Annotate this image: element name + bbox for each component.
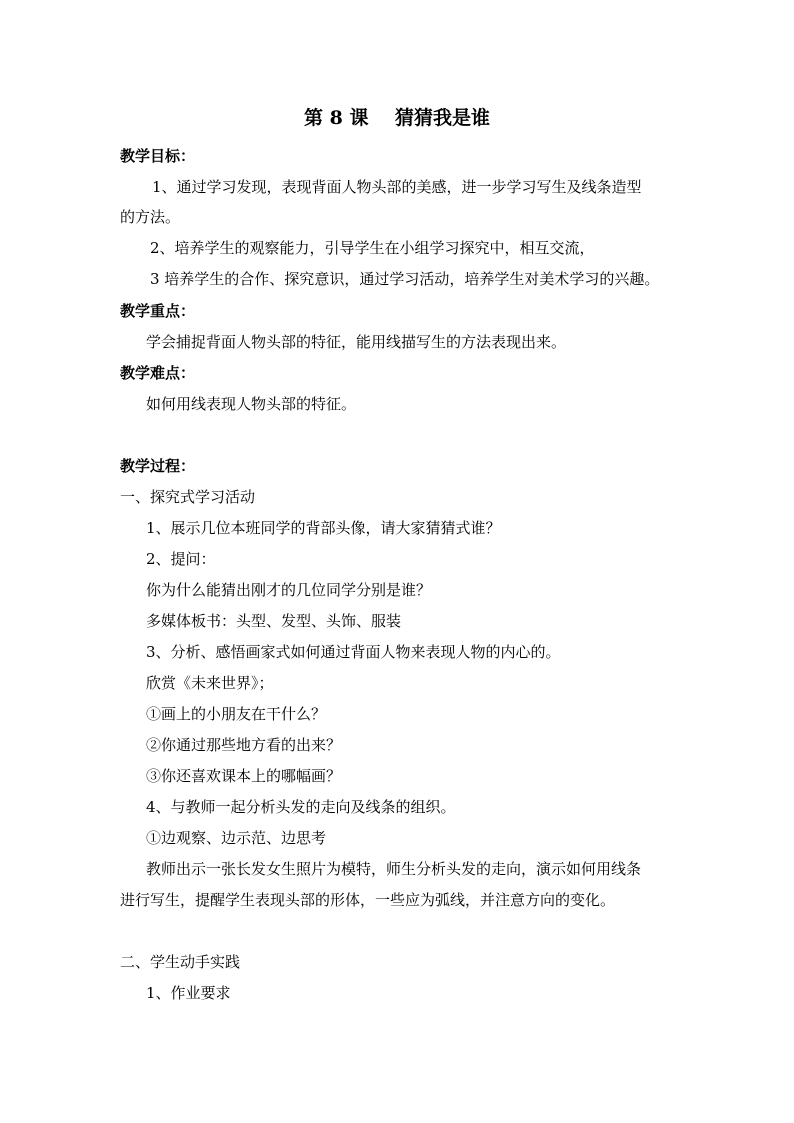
section-1-item-1: 1、展示几位本班同学的背部头像，请大家猜猜式谁？	[146, 519, 501, 537]
objectives-heading: 教学目标：	[120, 147, 196, 165]
section-1-item-4: 4、与教师一起分析头发的走向及线条的组织。	[146, 798, 456, 816]
section-1-q1: ①画上的小朋友在干什么？	[146, 705, 327, 723]
section-1-q3: ③你还喜欢课本上的哪幅画？	[146, 767, 342, 785]
section-1-heading: 一、探究式学习活动	[120, 488, 256, 506]
objective-3: 3 培养学生的合作、探究意识，通过学习活动，培养学生对美术学习的兴趣。	[150, 270, 660, 288]
section-1-item-2: 2、提问：	[146, 550, 216, 568]
key-point-text: 学会捕捉背面人物头部的特征，能用线描写生的方法表现出来。	[146, 333, 567, 351]
process-heading: 教学过程：	[120, 457, 196, 475]
section-1-board: 多媒体板书：头型、发型、头饰、服装	[146, 612, 402, 630]
section-1-item-3: 3、分析、感悟画家式如何通过背面人物来表现人物的内心的。	[146, 643, 561, 661]
difficulty-text: 如何用线表现人物头部的特征。	[146, 395, 357, 413]
section-1-q2: ②你通过那些地方看的出来？	[146, 736, 342, 754]
lesson-title: 第 8 课 猜猜我是谁	[304, 107, 490, 129]
section-2-item-1: 1、作业要求	[146, 984, 231, 1002]
section-1-paragraph-line-1: 教师出示一张长发女生照片为模特，师生分析头发的走向，演示如何用线条	[146, 860, 642, 878]
section-1-paragraph-line-2: 进行写生，提醒学生表现头部的形体，一些应为弧线，并注意方向的变化。	[120, 891, 616, 909]
objective-1-line-2: 的方法。	[120, 208, 181, 226]
objective-2: 2、培养学生的观察能力，引导学生在小组学习探究中，相互交流，	[150, 239, 595, 257]
difficulty-heading: 教学难点：	[120, 364, 196, 382]
objective-1-line-1: 1、通过学习发现，表现背面人物头部的美感，进一步学习写生及线条造型	[152, 178, 642, 196]
key-point-heading: 教学重点：	[120, 302, 196, 320]
section-1-appreciate: 欣赏《未来世界》；	[146, 674, 274, 692]
section-1-question: 你为什么能猜出刚才的几位同学分别是谁？	[146, 581, 432, 599]
section-2-heading: 二、学生动手实践	[120, 953, 241, 971]
section-1-sub-1: ①边观察、边示范、边思考	[146, 829, 327, 847]
